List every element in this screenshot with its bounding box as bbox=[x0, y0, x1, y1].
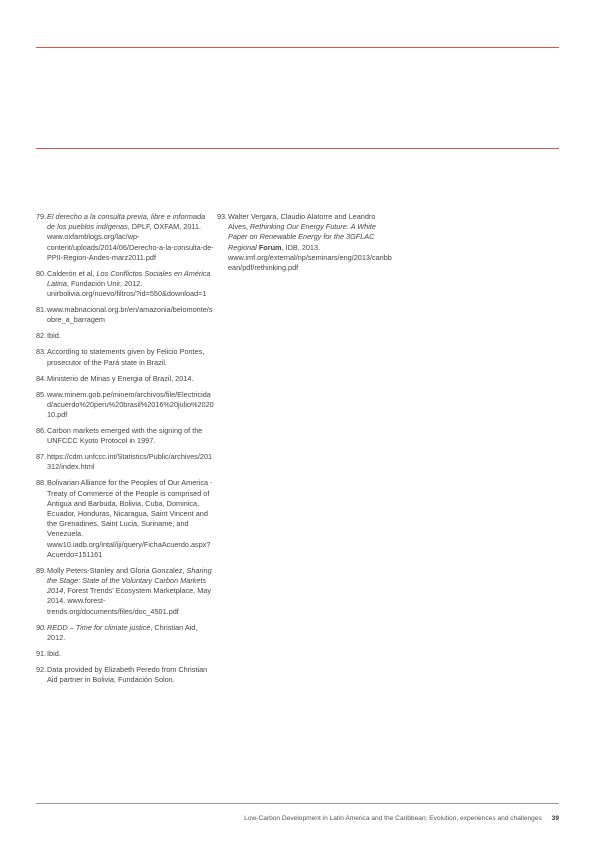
endnote-text bbox=[47, 305, 214, 325]
endnote-number: 85. bbox=[36, 389, 47, 399]
endnote-text bbox=[47, 347, 214, 367]
endnote-segment: According to statements given by Felicio Pontes, prosecutor of the Pará state in Brazil. bbox=[47, 347, 205, 367]
endnote-text bbox=[47, 426, 214, 446]
endnote-segment: Bolivarian Alliance for the Peoples of Our America - Treaty of Commerce of the People is comprised of Antigua and Barbuda, Bolivia, Cuba, Dominica, Ecuador, Honduras, Nicaragua, Saint Vincent and the Grenadines, Saint Lucia, Suriname, and Venezuela. www10.iadb.org/intal/iji/query/FichaAcuerdo.aspx?Acuerdo=151161 bbox=[47, 478, 213, 559]
endnote-segment: https://cdm.unfccc.int/Statistics/Public/archives/201312/index.html bbox=[47, 452, 213, 472]
endnote-segment: REDD – Time for climate justice bbox=[47, 622, 151, 632]
endnote bbox=[36, 649, 214, 659]
endnote-segment: Ministerio de Minas y Energia of Brazil, 2014. bbox=[47, 373, 194, 383]
endnote-segment: Carbon markets emerged with the signing of the UNFCCC Kyoto Protocol in 1997. bbox=[47, 426, 203, 446]
endnote-segment: Data provided by Elizabeth Peredo from Christian Aid partner in Bolivia, Fundación Solon. bbox=[47, 664, 208, 685]
endnote-segment: www.mabnacional.org.br/en/amazonia/belomonte/sobre_a_barragem bbox=[47, 305, 213, 325]
page-number: 39 bbox=[551, 815, 559, 822]
endnote-segment: Calderón et al, bbox=[47, 268, 97, 278]
footer bbox=[244, 815, 559, 822]
endnote-segment: , Fundación Unir, 2012. unirbolivia.org/nuevo/filtros/?id=550&download=1 bbox=[47, 279, 207, 299]
endnote-number: 87. bbox=[36, 452, 47, 462]
endnote-segment: El derecho a la consulta previa, libre e informada de los pueblos indígenas bbox=[47, 212, 206, 232]
endnote-segment: Walter Vergara, Claudio Alatorre and Leandro Alves, bbox=[228, 212, 376, 232]
endnote bbox=[36, 566, 214, 617]
endnote bbox=[36, 212, 214, 263]
endnote-text bbox=[47, 665, 214, 685]
endnote-segment: Ibid. bbox=[47, 331, 61, 341]
endnote bbox=[217, 212, 395, 273]
endnote bbox=[36, 390, 214, 421]
endnote-segment: , Christian Aid, 2012. bbox=[47, 622, 198, 642]
endnote-text bbox=[47, 623, 214, 643]
running-title: Low-Carbon Development in Latin America and the Caribbean: Evolution, experiences and challenges bbox=[244, 815, 542, 822]
endnote-text bbox=[47, 390, 214, 421]
endnote-segment: Sharing the Stage: State of the Voluntary Carbon Markets 2014 bbox=[47, 565, 212, 596]
endnote-number: 88. bbox=[36, 478, 47, 488]
endnote-text bbox=[47, 452, 214, 472]
endnote bbox=[36, 331, 214, 341]
endnote-segment: , Forest Trends' Ecosystem Marketplace, May 2014. www.forest-trends.org/documents/files/doc_4501.pdf bbox=[47, 586, 212, 616]
endnote-segment: www.minem.gob.pe/minem/archivos/file/Electricidad/acuerdo%20peru%20brasil%2016%20julio%202010.pdf bbox=[47, 389, 214, 420]
endnote-text bbox=[47, 212, 214, 263]
endnote-text bbox=[228, 212, 395, 273]
endnotes-left-column bbox=[36, 212, 214, 691]
endnote-segment: Los Conflictos Sociales en América Latina bbox=[47, 268, 211, 289]
endnote bbox=[36, 665, 214, 685]
endnote-number: 93. bbox=[217, 212, 228, 221]
endnote-segment: Ibid. bbox=[47, 648, 61, 658]
endnote-text bbox=[47, 331, 214, 341]
endnotes-right-column bbox=[217, 212, 395, 279]
endnote-number: 86. bbox=[36, 426, 47, 436]
endnote-number: 89. bbox=[36, 565, 47, 575]
middle-red-rule bbox=[36, 148, 559, 149]
top-red-rule bbox=[36, 47, 559, 48]
endnote bbox=[36, 269, 214, 300]
endnote bbox=[36, 478, 214, 560]
endnote-text bbox=[47, 374, 214, 384]
endnote-number: 83. bbox=[36, 347, 47, 357]
endnote bbox=[36, 426, 214, 446]
endnote-text bbox=[47, 269, 214, 300]
endnote-text bbox=[47, 566, 214, 617]
endnote bbox=[36, 374, 214, 384]
endnote bbox=[36, 347, 214, 367]
endnote bbox=[36, 305, 214, 325]
footer-rule bbox=[36, 803, 559, 804]
endnote-number: 79. bbox=[36, 212, 47, 221]
endnote-number: 84. bbox=[36, 373, 47, 383]
endnote-segment: , DPLF, OXFAM, 2011. www.oxfamblogs.org/lac/wp-content/uploads/2014/06/Derecho-a-la-consulta-de-PPII-Region-Andes-marz2011.pdf bbox=[47, 222, 214, 262]
endnote-number: 81. bbox=[36, 305, 47, 315]
endnote-segment: Molly Peters-Stanley and Gloria Gonzalez, bbox=[47, 565, 187, 575]
endnote bbox=[36, 452, 214, 472]
endnote-segment: Rethinking Our Energy Future. A White Paper on Renewable Energy for the 3GFLAC Regional bbox=[228, 222, 376, 252]
endnote bbox=[36, 623, 214, 643]
endnote-number: 90. bbox=[36, 622, 47, 632]
endnote-segment: , IDB, 2013. www.imf.org/external/np/seminars/eng/2013/caribbean/pdf/rethinking.pdf bbox=[228, 242, 392, 273]
endnote-text bbox=[47, 649, 214, 659]
endnote-segment: Forum bbox=[258, 242, 282, 252]
endnote-number: 92. bbox=[36, 664, 47, 674]
endnote-number: 82. bbox=[36, 331, 47, 341]
endnote-number: 80. bbox=[36, 268, 47, 278]
endnote-text bbox=[47, 478, 214, 560]
endnote-number: 91. bbox=[36, 648, 47, 658]
